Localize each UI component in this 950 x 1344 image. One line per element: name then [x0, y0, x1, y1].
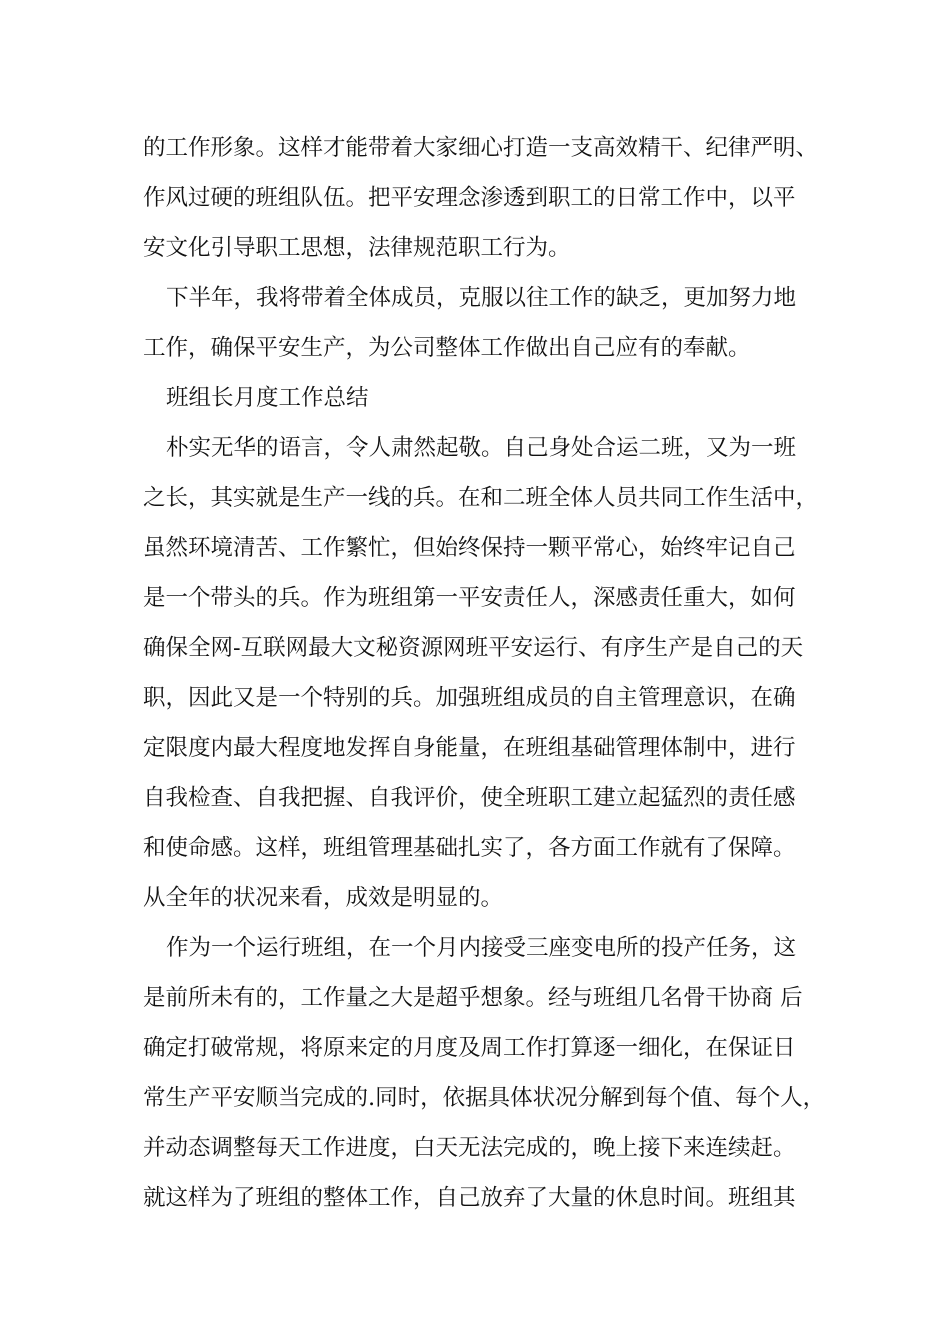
text-line: 是一个带头的兵。作为班组第一平安责任人，深感责任重大，如何 [143, 585, 796, 611]
text-line: 就这样为了班组的整体工作，自己放弃了大量的休息时间。班组其 [143, 1185, 796, 1211]
text-line: 从全年的状况来看，成效是明显的。 [143, 885, 504, 911]
text-line: 之长，其实就是生产一线的兵。在和二班全体人员共同工作生活中， [143, 485, 819, 511]
text-line: 朴实无华的语言，令人肃然起敬。自己身处合运二班，又为一班 [166, 435, 797, 461]
text-line: 作风过硬的班组队伍。把平安理念渗透到职工的日常工作中，以平 [143, 185, 796, 211]
text-line: 自我检查、自我把握、自我评价，使全班职工建立起猛烈的责任感 [143, 785, 796, 811]
text-line: 下半年，我将带着全体成员，克服以往工作的缺乏，更加努力地 [166, 285, 797, 311]
text-line: 和使命感。这样，班组管理基础扎实了，各方面工作就有了保障。 [143, 835, 796, 861]
text-line: 确保全网-互联网最大文秘资源网班平安运行、有序生产是自己的天 [143, 635, 804, 661]
text-line: 确定打破常规，将原来定的月度及周工作打算逐一细化，在保证日 [143, 1035, 796, 1061]
text-line: 定限度内最大程度地发挥自身能量，在班组基础管理体制中，进行 [143, 735, 796, 761]
section-heading: 班组长月度工作总结 [166, 385, 369, 411]
text-line: 作为一个运行班组，在一个月内接受三座变电所的投产任务，这 [166, 935, 797, 961]
text-line: 安文化引导职工思想，法律规范职工行为。 [143, 235, 571, 261]
text-line: 是前所未有的，工作量之大是超乎想象。经与班组几名骨干协商 后 [143, 985, 803, 1011]
text-line: 工作，确保平安生产，为公司整体工作做出自己应有的奉献。 [143, 335, 751, 361]
text-line: 虽然环境清苦、工作繁忙，但始终保持一颗平常心，始终牢记自己 [143, 535, 796, 561]
text-line: 职，因此又是一个特别的兵。加强班组成员的自主管理意识，在确 [143, 685, 796, 711]
text-line: 的工作形象。这样才能带着大家细心打造一支高效精干、纪律严明、 [143, 135, 819, 161]
text-line: 并动态调整每天工作进度，白天无法完成的，晚上接下来连续赶。 [143, 1135, 796, 1161]
text-line: 常生产平安顺当完成的.同时，依据具体状况分解到每个值、每个人， [143, 1085, 826, 1111]
